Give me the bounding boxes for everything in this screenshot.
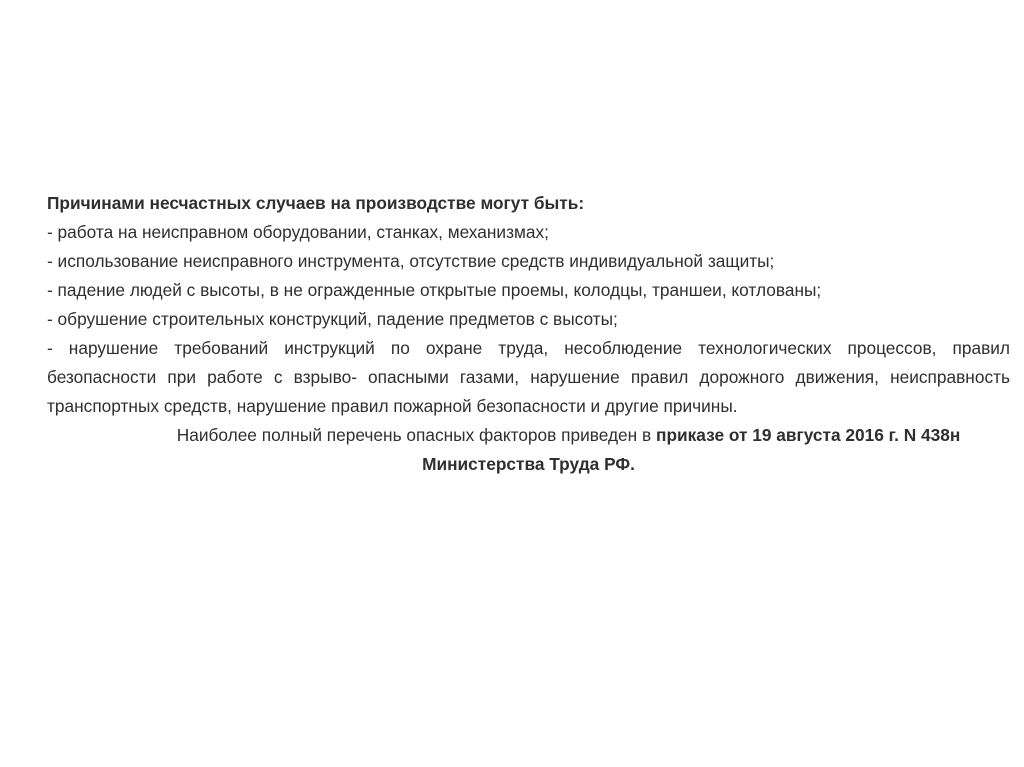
document-text-block (47, 189, 1010, 479)
reference-paragraph (47, 421, 1010, 450)
list-item: - работа на неисправном оборудовании, станках, механизмах; (47, 222, 549, 242)
list-item: - использование неисправного инструмента, отсутствие средств индивидуальной защиты; (47, 251, 775, 271)
reference-order: приказе от 19 августа 2016 г. N 438н (656, 425, 961, 445)
list-item: - обрушение строительных конструкций, падение предметов с высоты; (47, 309, 618, 329)
list-item: - нарушение требований инструкций по охране труда, несоблюдение технологических процессов, правил безопасности при работе с взрыво- опасными газами, нарушение правил дорожного движения, неисправность транспортных средств, нарушение правил пожарной безопасности и другие причины. (47, 338, 1010, 416)
reference-text: Наиболее полный перечень опасных факторов приведен в (176, 425, 652, 445)
list-item: - падение людей с высоты, в не огражденные открытые проемы, колодцы, траншеи, котлованы; (47, 280, 822, 300)
document-heading: Причинами несчастных случаев на производстве могут быть: (47, 193, 585, 213)
reference-ministry: Министерства Труда РФ. (422, 454, 635, 474)
